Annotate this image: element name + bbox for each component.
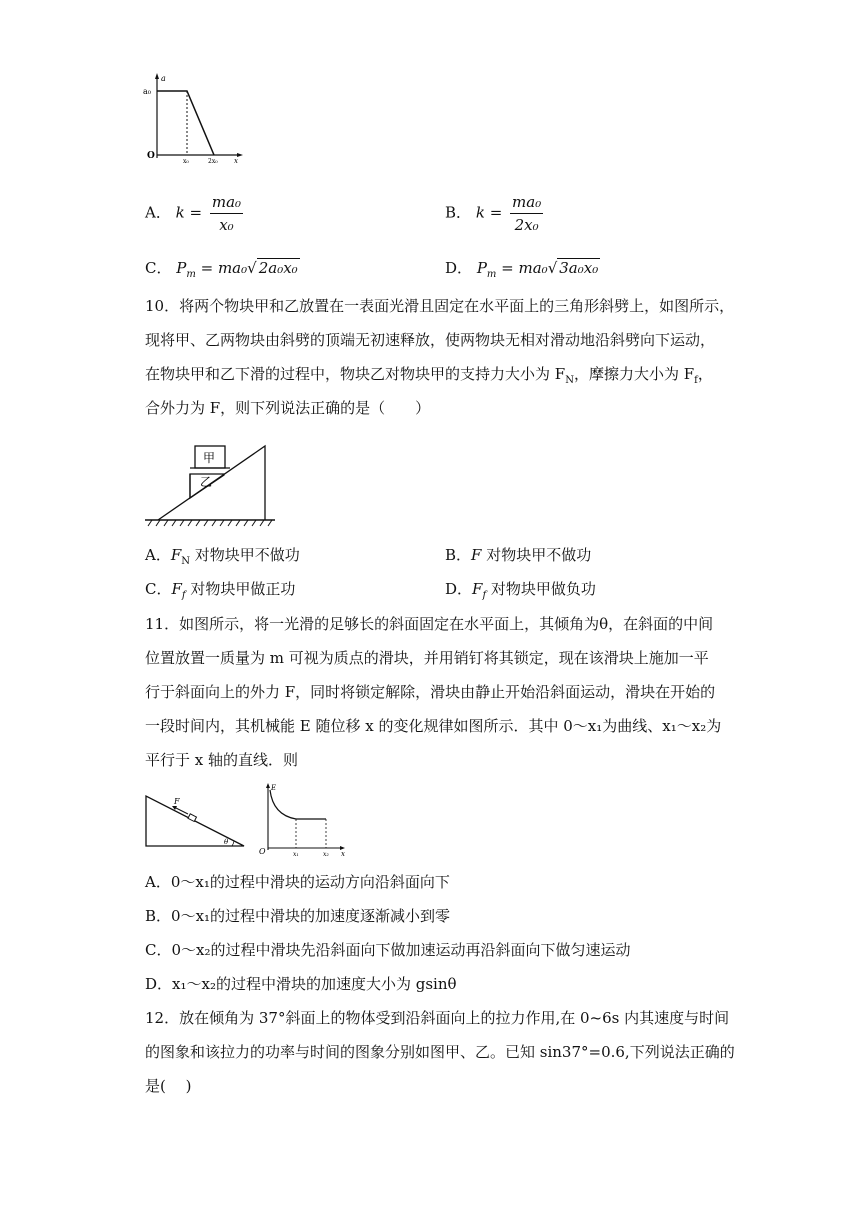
q9-option-d[interactable]: D． $P_m = ma_0√$ 3a₀x₀ — [445, 259, 599, 280]
q10-block-jia-label: 甲 — [203, 451, 216, 465]
q11-incline-figure — [140, 790, 250, 852]
q10-block-yi-label: 乙 — [200, 475, 213, 489]
q11-line-5: 平行于 x 轴的直线．则 — [145, 751, 298, 769]
q10-line-2: 现将甲、乙两物块由斜劈的顶端无初速释放，使两物块无相对滑动地沿斜劈向下运动， — [145, 331, 716, 349]
q11-option-d[interactable]: D．x₁～x₂的过程中滑块的加速度大小为 gsinθ — [145, 975, 457, 993]
q9-option-c[interactable]: C． $P_m = ma_0√$ 2a₀x₀ — [145, 259, 298, 280]
q11-graph-origin-label: O — [259, 847, 266, 856]
q11-line-4: 一段时间内，其机械能 E 随位移 x 的变化规律如图所示．其中 0～x₁为曲线、x₁～x₂为 — [145, 717, 722, 735]
q11-option-c[interactable]: C．0～x₂的过程中滑块先沿斜面向下做加速运动再沿斜面向下做匀速运动 — [145, 941, 631, 959]
q11-line-2: 位置放置一质量为 m 可视为质点的滑块，并用销钉将其锁定，现在该滑块上施加一平 — [145, 649, 709, 667]
q9-option-a[interactable]: A． k = $\frac{\text{ma₀}}{\text{x₀}}$ — [145, 193, 242, 234]
q10-option-c[interactable]: C．$F_f$ 对物块甲做正功 — [145, 580, 296, 601]
q12-line-1: 12．放在倾角为 37°斜面上的物体受到沿斜面向上的拉力作用,在 0~6s 内其速度与时间 — [145, 1009, 730, 1027]
q9-graph-a-label: a — [161, 74, 166, 83]
q11-graph-e-label: E — [271, 784, 277, 792]
q11-graph-x-label: x — [341, 850, 345, 858]
q9-graph-x0-label: x₀ — [183, 158, 189, 165]
q11-line-1: 11．如图所示，将一光滑的足够长的斜面固定在水平面上，其倾角为θ，在斜面的中间 — [145, 615, 714, 633]
q9-a-x-graph — [140, 70, 250, 165]
q10-option-b[interactable]: B．F 对物块甲不做功 — [445, 546, 592, 564]
q11-force-f-label: F — [174, 797, 180, 806]
q12-line-2: 的图象和该拉力的功率与时间的图象分别如图甲、乙。已知 sin37°=0.6,下列说法正确的 — [145, 1043, 735, 1061]
q10-option-a[interactable]: A．$F_N$ 对物块甲不做功 — [145, 546, 300, 567]
q9-graph-a0-label: a₀ — [143, 87, 151, 96]
q11-graph-x2-label: x₂ — [323, 851, 329, 858]
q11-e-x-graph — [256, 780, 352, 860]
q10-option-d[interactable]: D．$F_f$ 对物块甲做负功 — [445, 580, 596, 601]
q9-graph-origin-label: O — [147, 151, 155, 161]
q11-option-a[interactable]: A．0～x₁的过程中滑块的运动方向沿斜面向下 — [145, 873, 450, 891]
q11-line-3: 行于斜面向上的外力 F，同时将锁定解除，滑块由静止开始沿斜面运动，滑块在开始的 — [145, 683, 716, 701]
q12-line-3: 是( ) — [145, 1077, 192, 1095]
q10-line-3: 在物块甲和乙下滑的过程中，物块乙对物块甲的支持力大小为 $F_N$，摩擦力大小为 $F_f$， — [145, 365, 713, 386]
q10-line-4: 合外力为 F，则下列说法正确的是（ ） — [145, 399, 431, 417]
q11-theta-label: θ — [224, 838, 229, 846]
q11-graph-x1-label: x₁ — [293, 851, 299, 858]
q10-line-1: 10．将两个物块甲和乙放置在一表面光滑且固定在水平面上的三角形斜劈上，如图所示， — [145, 297, 735, 315]
q9-graph-2x0-label: 2x₀ — [208, 158, 218, 165]
q11-option-b[interactable]: B．0～x₁的过程中滑块的加速度逐渐减小到零 — [145, 907, 451, 925]
q10-wedge-figure — [140, 438, 280, 528]
q9-graph-x-label: x — [234, 157, 238, 165]
q9-option-b[interactable]: B． k = $\frac{\text{ma₀}}{\text{2x₀}}$ — [445, 193, 542, 234]
